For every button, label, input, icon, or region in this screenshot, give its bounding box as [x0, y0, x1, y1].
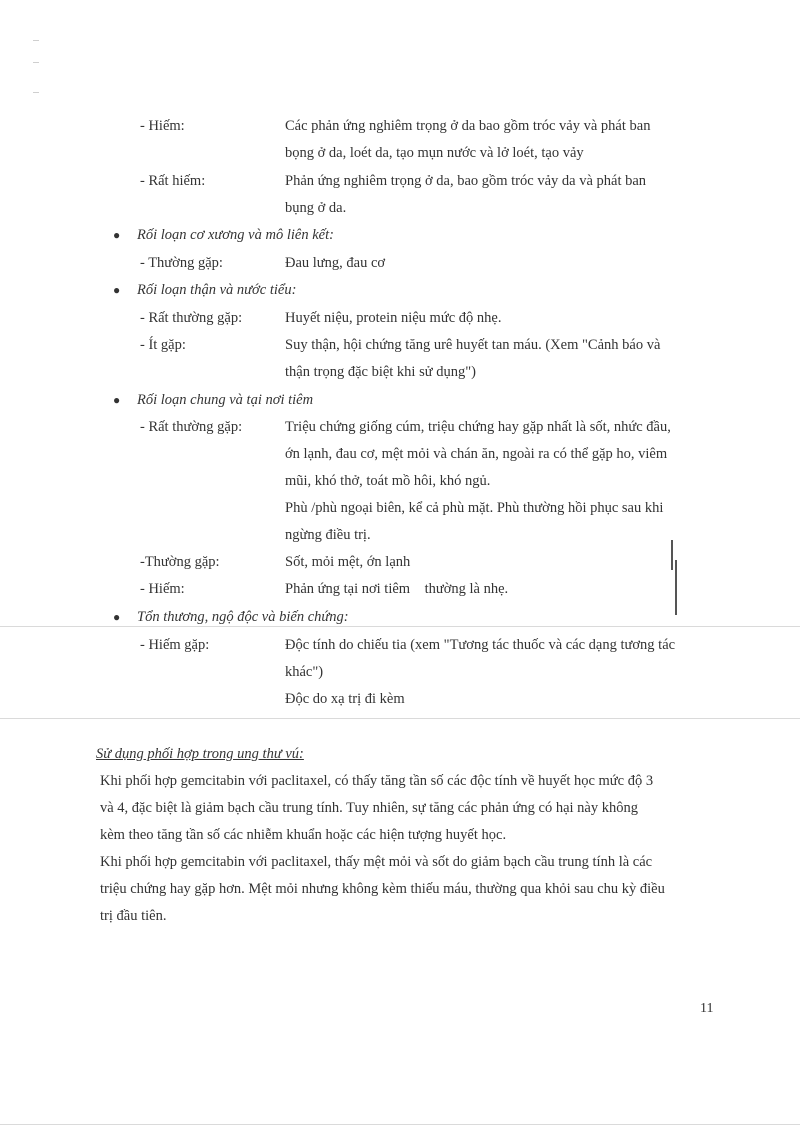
- category-title: Rối loạn thận và nước tiểu:: [137, 282, 297, 298]
- entry-text: Triệu chứng giống cúm, triệu chứng hay gặp nhất là sốt, nhức đầu,: [285, 419, 671, 435]
- entry-text: ngừng điều trị.: [285, 527, 371, 543]
- paragraph-line: trị đầu tiên.: [100, 908, 167, 924]
- frequency-label: - Hiếm:: [140, 581, 185, 597]
- entry-text: Độc do xạ trị đi kèm: [285, 691, 405, 707]
- frequency-label: - Hiếm gặp:: [140, 637, 210, 653]
- entry-text: Huyết niệu, protein niệu mức độ nhẹ.: [285, 310, 502, 326]
- section-heading: Sử dụng phối hợp trong ung thư vú:: [96, 746, 304, 762]
- entry-text: Các phản ứng nghiêm trọng ở da bao gồm tróc vảy và phát ban: [285, 118, 651, 134]
- entry-text: Suy thận, hội chứng tăng urê huyết tan máu. (Xem "Cảnh báo và: [285, 337, 661, 353]
- entry-text: Phản ứng tại nơi tiêm thường là nhẹ.: [285, 581, 509, 597]
- margin-bar: [671, 540, 673, 570]
- scan-mark: [33, 92, 39, 93]
- entry-text: Độc tính do chiếu tia (xem "Tương tác thuốc và các dạng tương tác: [285, 637, 676, 653]
- scan-mark: [33, 40, 39, 41]
- entry-text: Sốt, mỏi mệt, ớn lạnh: [285, 554, 411, 570]
- frequency-label: - Rất hiếm:: [140, 173, 206, 189]
- frequency-label: - Rất thường gặp:: [140, 310, 243, 326]
- paragraph-line: và 4, đặc biệt là giảm bạch cầu trung tính. Tuy nhiên, sự tăng các phản ứng có hại này không: [100, 800, 638, 816]
- paragraph-line: kèm theo tăng tần số các nhiễm khuẩn hoặc các hiện tượng huyết học.: [100, 827, 507, 843]
- entry-text: Phản ứng nghiêm trọng ở da, bao gồm tróc vảy da và phát ban: [285, 173, 647, 189]
- page-number: 11: [700, 1001, 714, 1016]
- entry-text: mũi, khó thở, toát mồ hôi, khó ngủ.: [285, 473, 491, 489]
- frequency-label: - Hiếm:: [140, 118, 185, 134]
- scan-mark: [33, 62, 39, 63]
- category-title: Rối loạn chung và tại nơi tiêm: [137, 392, 314, 408]
- entry-text: bụng ở da.: [285, 200, 347, 216]
- frequency-label: - Thường gặp:: [140, 255, 223, 271]
- paragraph-line: Khi phối hợp gemcitabin với paclitaxel, thấy mệt mỏi và sốt do giảm bạch cầu trung tính là các: [100, 854, 653, 870]
- paragraph-line: triệu chứng hay gặp hơn. Mệt mỏi nhưng không kèm thiếu máu, thường qua khỏi sau chu kỳ điều: [100, 881, 665, 897]
- entry-text: bọng ở da, loét da, tạo mụn nước và lở loét, tạo vảy: [285, 145, 584, 161]
- margin-bar: [675, 560, 677, 615]
- category-title: Tổn thương, ngộ độc và biến chứng:: [137, 609, 349, 625]
- frequency-label: -Thường gặp:: [140, 554, 220, 570]
- scan-line: [0, 718, 800, 719]
- bullet-icon: ●: [113, 228, 121, 242]
- bullet-icon: ●: [113, 283, 121, 297]
- entry-text: ớn lạnh, đau cơ, mệt mỏi và chán ăn, ngoài ra có thể gặp ho, viêm: [285, 446, 668, 462]
- entry-text: Phù /phù ngoại biên, kể cả phù mặt. Phù thường hồi phục sau khi: [285, 500, 664, 516]
- frequency-label: - Ít gặp:: [140, 337, 186, 353]
- scan-line: [0, 1124, 800, 1125]
- entry-text: thận trọng đặc biệt khi sử dụng"): [285, 364, 476, 380]
- frequency-label: - Rất thường gặp:: [140, 419, 243, 435]
- entry-text: Đau lưng, đau cơ: [285, 255, 386, 271]
- category-title: Rối loạn cơ xương và mô liên kết:: [137, 227, 334, 243]
- bullet-icon: ●: [113, 393, 121, 407]
- paragraph-line: Khi phối hợp gemcitabin với paclitaxel, có thấy tăng tần số các độc tính về huyết học mức độ 3: [100, 773, 654, 789]
- bullet-icon: ●: [113, 610, 121, 624]
- entry-text: khác"): [285, 664, 324, 680]
